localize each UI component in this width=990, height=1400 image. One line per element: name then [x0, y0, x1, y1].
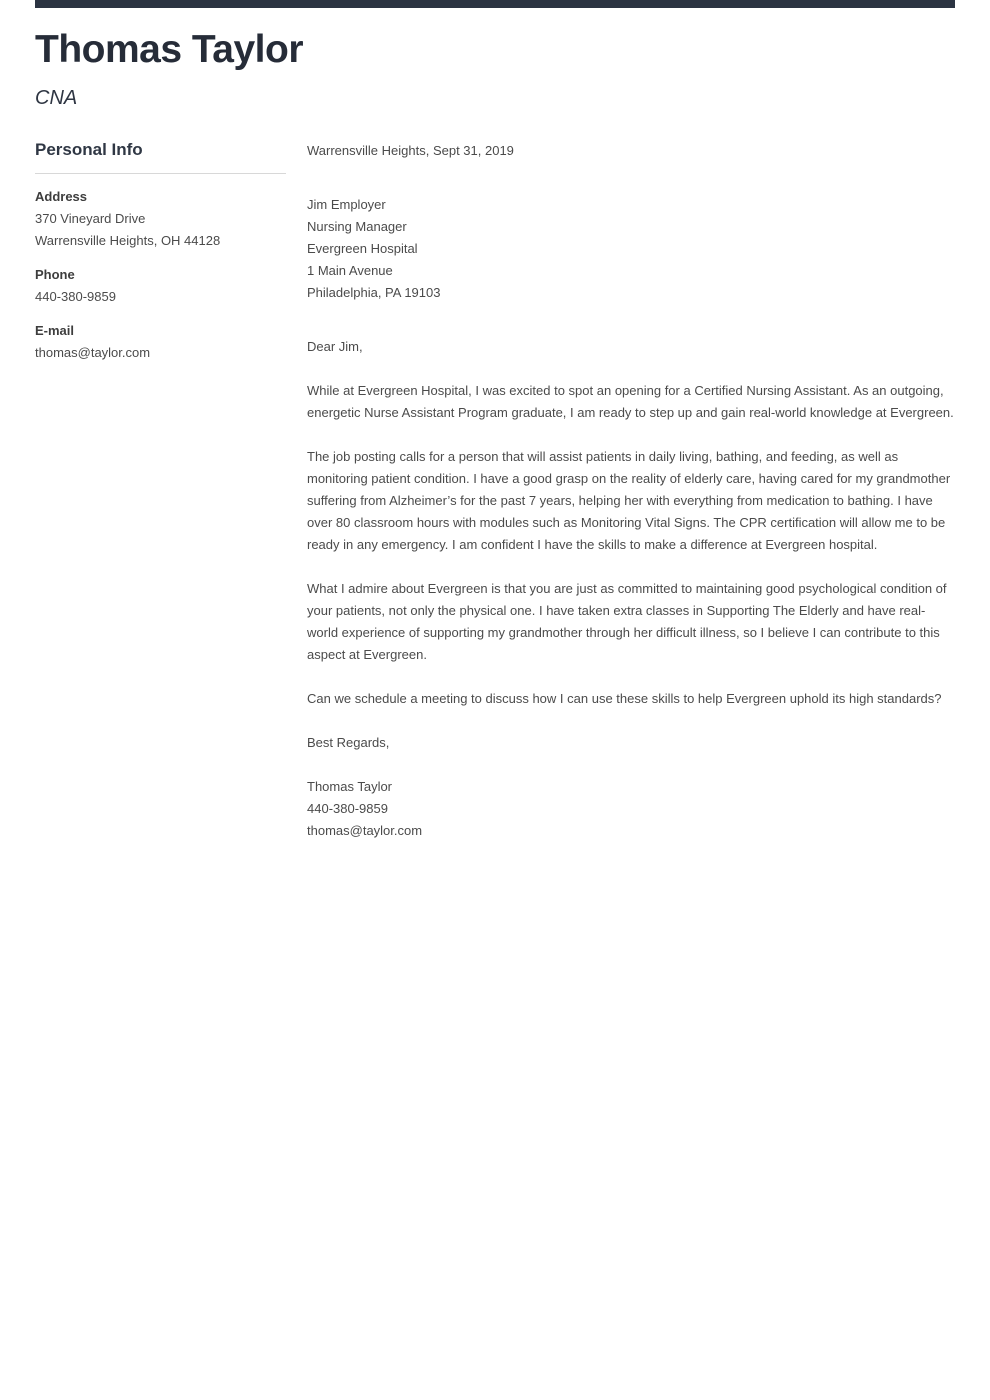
phone-label: Phone — [35, 267, 75, 282]
sidebar-section-address — [35, 186, 286, 252]
paragraph-4: Can we schedule a meeting to discuss how I can use these skills to help Evergreen uphold its high standards? — [307, 691, 942, 706]
content-columns — [0, 110, 990, 842]
letter-body — [307, 140, 955, 842]
signature-name: Thomas Taylor — [307, 779, 393, 794]
recipient-title: Nursing Manager — [307, 219, 407, 234]
recipient-company: Evergreen Hospital — [307, 241, 418, 256]
signature-block — [307, 776, 955, 842]
personal-info-sidebar — [35, 140, 286, 364]
address-label: Address — [35, 189, 88, 204]
recipient-street: 1 Main Avenue — [307, 263, 393, 278]
address-line: 370 Vineyard Drive — [35, 211, 146, 226]
recipient-name: Jim Employer — [307, 197, 386, 212]
signature-phone: 440-380-9859 — [307, 801, 388, 816]
closing: Best Regards, — [307, 735, 390, 750]
email-label: E-mail — [35, 323, 75, 338]
phone-value: 440-380-9859 — [35, 289, 116, 304]
date-line: Warrensville Heights, Sept 31, 2019 — [307, 143, 514, 158]
salutation: Dear Jim, — [307, 339, 363, 354]
sidebar-section-email — [35, 320, 286, 364]
address-line: Warrensville Heights, OH 44128 — [35, 233, 221, 248]
email-value: thomas@taylor.com — [35, 345, 151, 360]
top-accent-bar — [35, 0, 955, 8]
applicant-job-title: CNA — [35, 87, 78, 109]
paragraph-3: What I admire about Evergreen is that you are just as committed to maintaining good psychological condition of your patients, not only the physical one. I have taken extra classes in Supporting The Elderly and have real-world experience of supporting my grandmother through her difficult illness, so I believe I can contribute to this aspect at Evergreen. — [307, 581, 947, 662]
letter-header — [0, 0, 990, 110]
recipient-block — [307, 194, 955, 304]
applicant-name: Thomas Taylor — [35, 28, 304, 71]
paragraph-1: While at Evergreen Hospital, I was excited to spot an opening for a Certified Nursing Assistant. As an outgoing, energetic Nurse Assistant Program graduate, I am ready to step up and gain real-world knowledge at Evergreen. — [307, 383, 954, 420]
sidebar-section-phone — [35, 264, 286, 308]
signature-email: thomas@taylor.com — [307, 823, 423, 838]
recipient-city: Philadelphia, PA 19103 — [307, 285, 441, 300]
sidebar-title: Personal Info — [35, 140, 286, 174]
paragraph-2: The job posting calls for a person that will assist patients in daily living, bathing, and feeding, as well as monitoring patient condition. I have a good grasp on the reality of elderly care, having cared for my grandmother suffering from Alzheimer’s for the past 7 years, helping her with everything from medication to bathing. I have over 80 classroom hours with modules such as Monitoring Vital Signs. The CPR certification will allow me to be ready in any emergency. I am confident I have the skills to make a difference at Evergreen hospital. — [307, 449, 951, 552]
